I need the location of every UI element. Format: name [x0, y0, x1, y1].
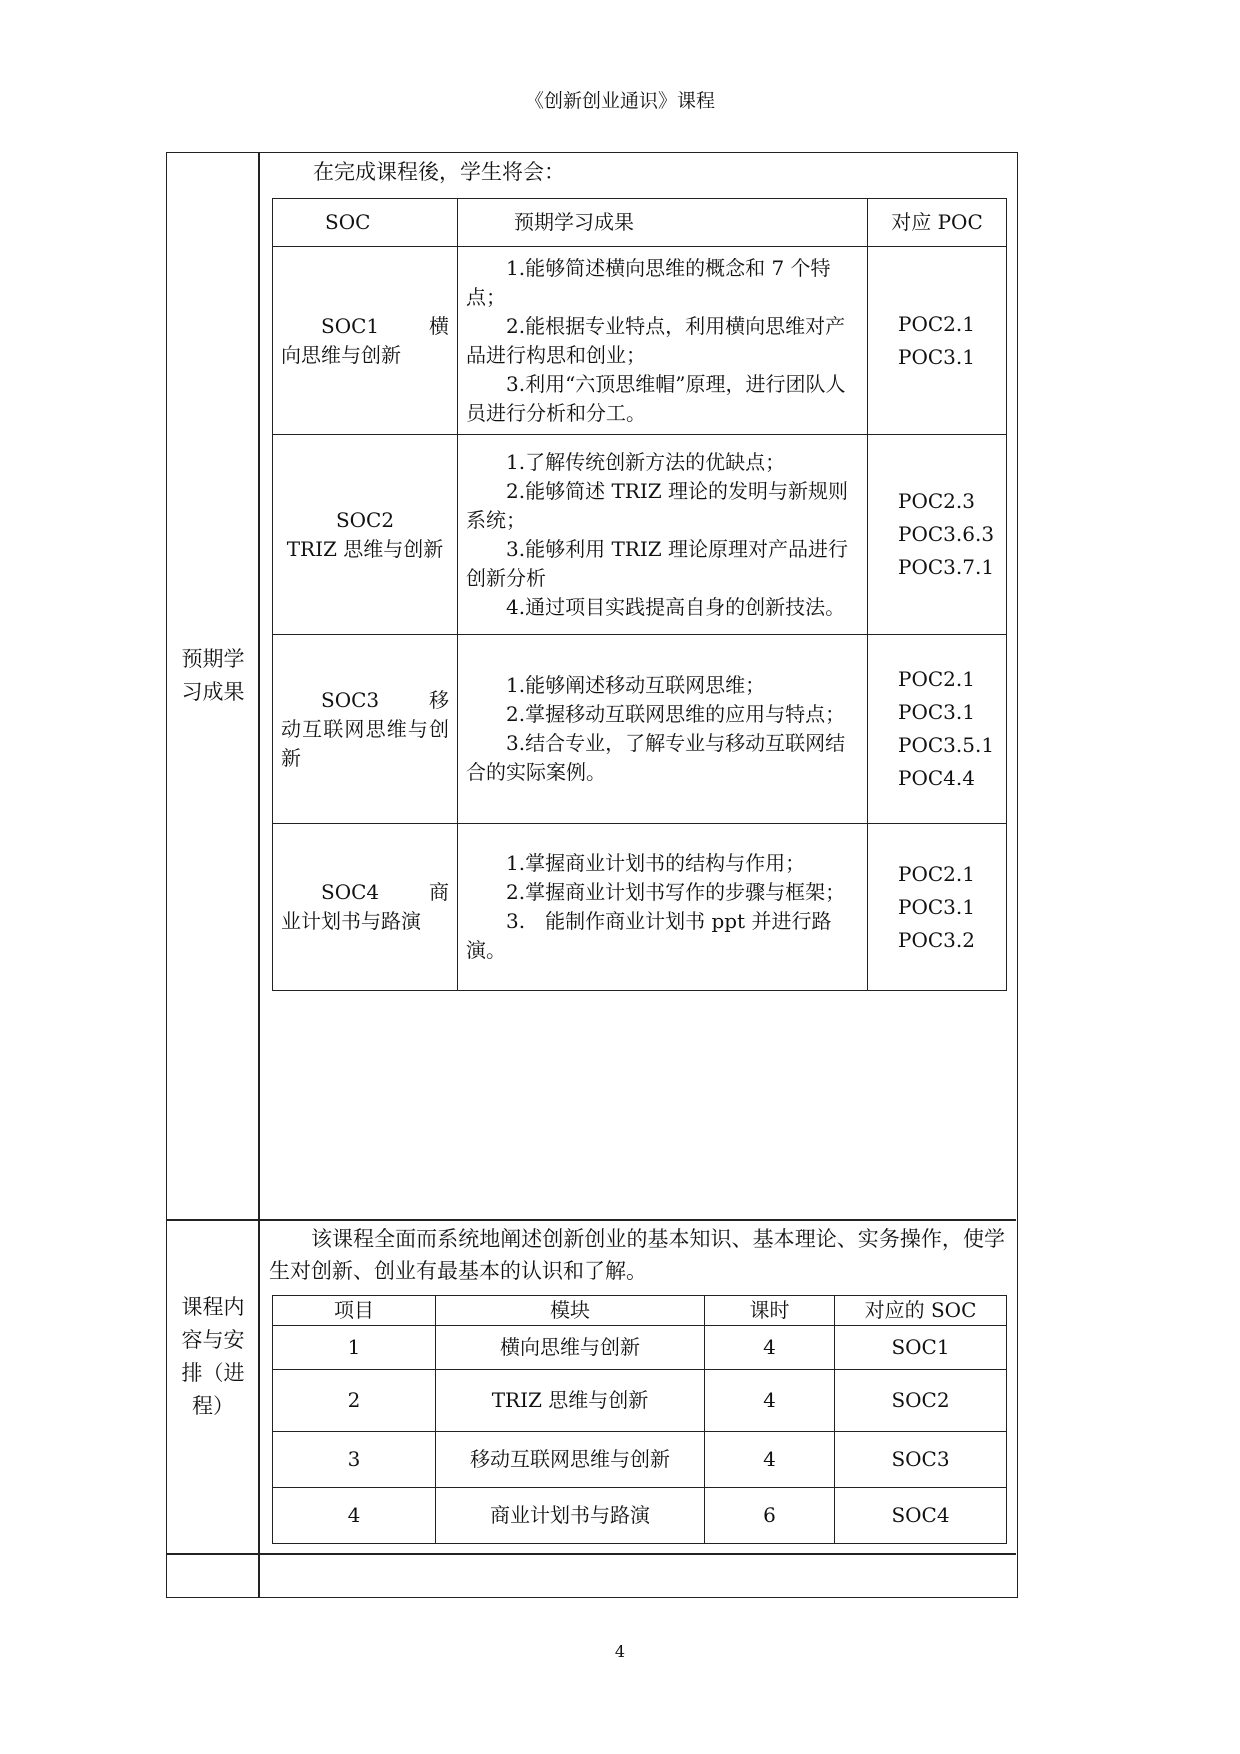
poc-code: POC3.5.1 — [898, 733, 995, 757]
poc-code: POC2.3 — [898, 489, 975, 513]
outcome-item: 3. 能制作商业计划书 ppt 并进行路演。 — [466, 909, 832, 962]
poc-code: POC3.2 — [898, 927, 975, 952]
poc-code: POC3.1 — [898, 700, 975, 724]
table-row — [273, 635, 1007, 824]
hours-cell: 4 — [705, 1432, 835, 1488]
poc-code: POC2.1 — [898, 861, 975, 886]
column-header: 模块 — [436, 1296, 705, 1326]
soc-cell: SOC3 — [835, 1432, 1007, 1488]
outcome-cell — [458, 247, 868, 435]
poc-cell — [868, 635, 1007, 824]
module-cell: 横向思维与创新 — [436, 1326, 705, 1370]
module-cell: 商业计划书与路演 — [436, 1488, 705, 1544]
soc-cell: SOC2 — [835, 1370, 1007, 1432]
outcome-item: 4.通过项目实践提高自身的创新技法。 — [506, 594, 846, 619]
soc-cell: SOC4 — [835, 1488, 1007, 1544]
module-cell: 移动互联网思维与创新 — [436, 1432, 705, 1488]
outcome-item: 2.掌握商业计划书写作的步骤与框架； — [506, 880, 846, 904]
table-row — [273, 1370, 1007, 1432]
page-number: 4 — [614, 1642, 626, 1661]
outcome-item: 2.掌握移动互联网思维的应用与特点； — [506, 702, 846, 726]
column-header: 项目 — [273, 1296, 436, 1326]
table-row — [273, 1432, 1007, 1488]
soc-cell — [273, 435, 458, 635]
outcomes-table — [272, 198, 1007, 991]
content-table — [272, 1295, 1007, 1544]
content-section-label: 课程内容与安排（进程） — [181, 1295, 245, 1418]
poc-code: POC2.1 — [898, 667, 975, 691]
outcome-item: 2.能够简述 TRIZ 理论的发明与新规则系统； — [466, 478, 848, 532]
content-intro: 该课程全面而系统地阐述创新创业的基本知识、基本理论、实务操作，使学生对创新、创业有最基本的认识和了解。 — [269, 1227, 1005, 1283]
row-divider — [167, 1553, 1016, 1555]
soc-title: TRIZ 思维与创新 — [286, 536, 444, 561]
poc-cell — [868, 824, 1007, 991]
soc-cell: SOC1 横向思维与创新 — [273, 247, 458, 435]
outcome-cell — [458, 435, 868, 635]
item-cell: 3 — [273, 1432, 436, 1488]
poc-code: POC3.1 — [898, 894, 975, 919]
soc-cell: SOC3 移动互联网思维与创新 — [273, 635, 458, 824]
page-header: 《创新创业通识》课程 — [524, 90, 715, 112]
outcomes-section-label: 预期学习成果 — [181, 647, 245, 704]
table-row — [273, 824, 1007, 991]
item-cell: 1 — [273, 1326, 436, 1370]
outcome-item: 1.了解传统创新方法的优缺点； — [506, 449, 786, 474]
outcome-item: 3.结合专业，了解专业与移动互联网结合的实际案例。 — [466, 731, 846, 784]
table-header-row — [273, 199, 1007, 247]
outcome-item: 1.掌握商业计划书的结构与作用； — [506, 851, 806, 875]
poc-code: POC4.4 — [898, 766, 975, 790]
outcome-cell — [458, 635, 868, 824]
table-header-row — [273, 1296, 1007, 1326]
soc-cell: SOC4 商业计划书与路演 — [273, 824, 458, 991]
column-header: 预期学习成果 — [458, 199, 868, 247]
soc-code: SOC2 — [335, 507, 395, 532]
column-header: 对应 POC — [868, 199, 1007, 247]
item-cell: 2 — [273, 1370, 436, 1432]
row-divider — [167, 1219, 1016, 1221]
poc-code: POC3.7.1 — [898, 555, 995, 579]
table-row — [273, 1488, 1007, 1544]
table-row — [273, 1326, 1007, 1370]
poc-code: POC2.1 — [898, 311, 975, 336]
outcome-item: 1.能够阐述移动互联网思维； — [506, 673, 766, 697]
hours-cell: 4 — [705, 1370, 835, 1432]
hours-cell: 6 — [705, 1488, 835, 1544]
course-form — [166, 152, 1018, 1598]
column-header: 课时 — [705, 1296, 835, 1326]
hours-cell: 4 — [705, 1326, 835, 1370]
poc-cell — [868, 435, 1007, 635]
soc-cell: SOC1 — [835, 1326, 1007, 1370]
outcome-item: 2.能根据专业特点，利用横向思维对产品进行构思和创业； — [466, 313, 846, 367]
outcome-item: 1.能够简述横向思维的概念和 7 个特点； — [466, 255, 831, 309]
column-header: 对应的 SOC — [835, 1296, 1007, 1326]
column-header: SOC — [273, 199, 458, 247]
poc-code: POC3.1 — [898, 344, 975, 369]
outcome-item: 3.利用“六顶思维帽”原理，进行团队人员进行分析和分工。 — [466, 371, 846, 425]
outcome-cell — [458, 824, 868, 991]
table-row — [273, 435, 1007, 635]
item-cell: 4 — [273, 1488, 436, 1544]
outcome-item: 3.能够利用 TRIZ 理论原理对产品进行创新分析 — [466, 536, 848, 590]
table-row — [273, 247, 1007, 435]
outcomes-intro: 在完成课程後，学生将会： — [313, 160, 565, 184]
module-cell: TRIZ 思维与创新 — [436, 1370, 705, 1432]
poc-cell — [868, 247, 1007, 435]
poc-code: POC3.6.3 — [898, 522, 995, 546]
